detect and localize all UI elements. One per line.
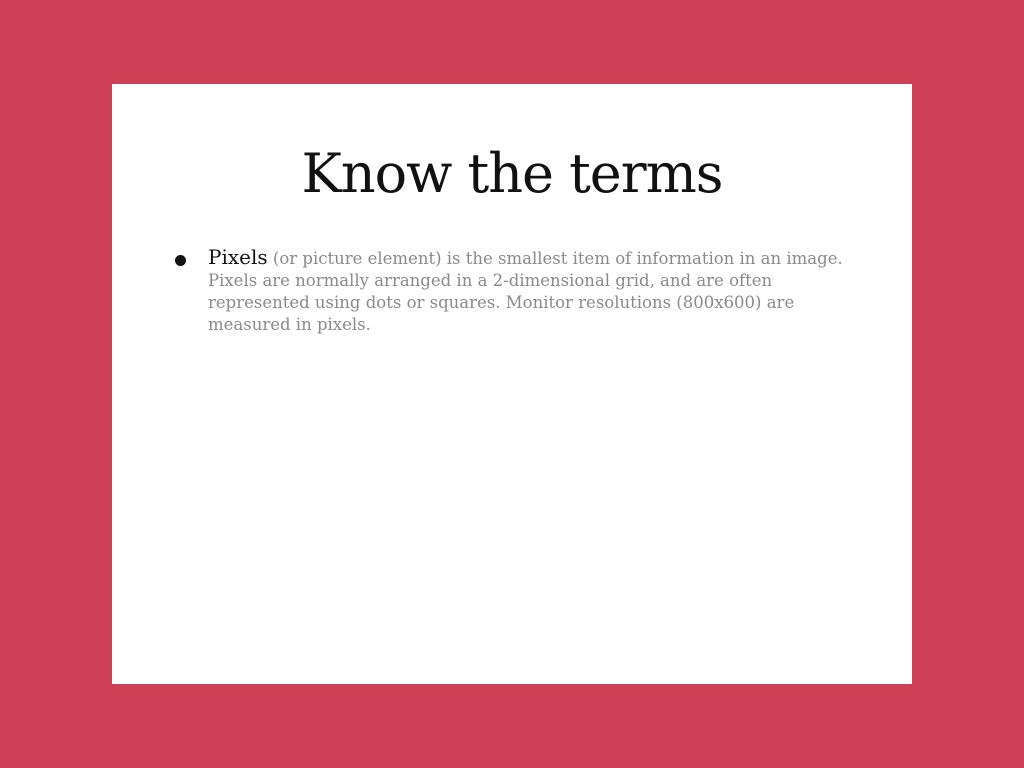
bullet-term: Pixels — [208, 245, 268, 269]
slide-title: Know the terms — [301, 142, 723, 205]
bullet-list — [174, 246, 854, 336]
bullet-dot-icon — [175, 255, 186, 266]
slide-canvas — [112, 84, 912, 684]
bullet-item — [174, 246, 854, 336]
bullet-description: (or picture element) is the smallest item of information in an image. Pixels are normally arranged in a 2-dimensional grid, and are often represented using dots or squares. Monitor resolutions (800x600) are measured in pixels. — [208, 249, 843, 334]
